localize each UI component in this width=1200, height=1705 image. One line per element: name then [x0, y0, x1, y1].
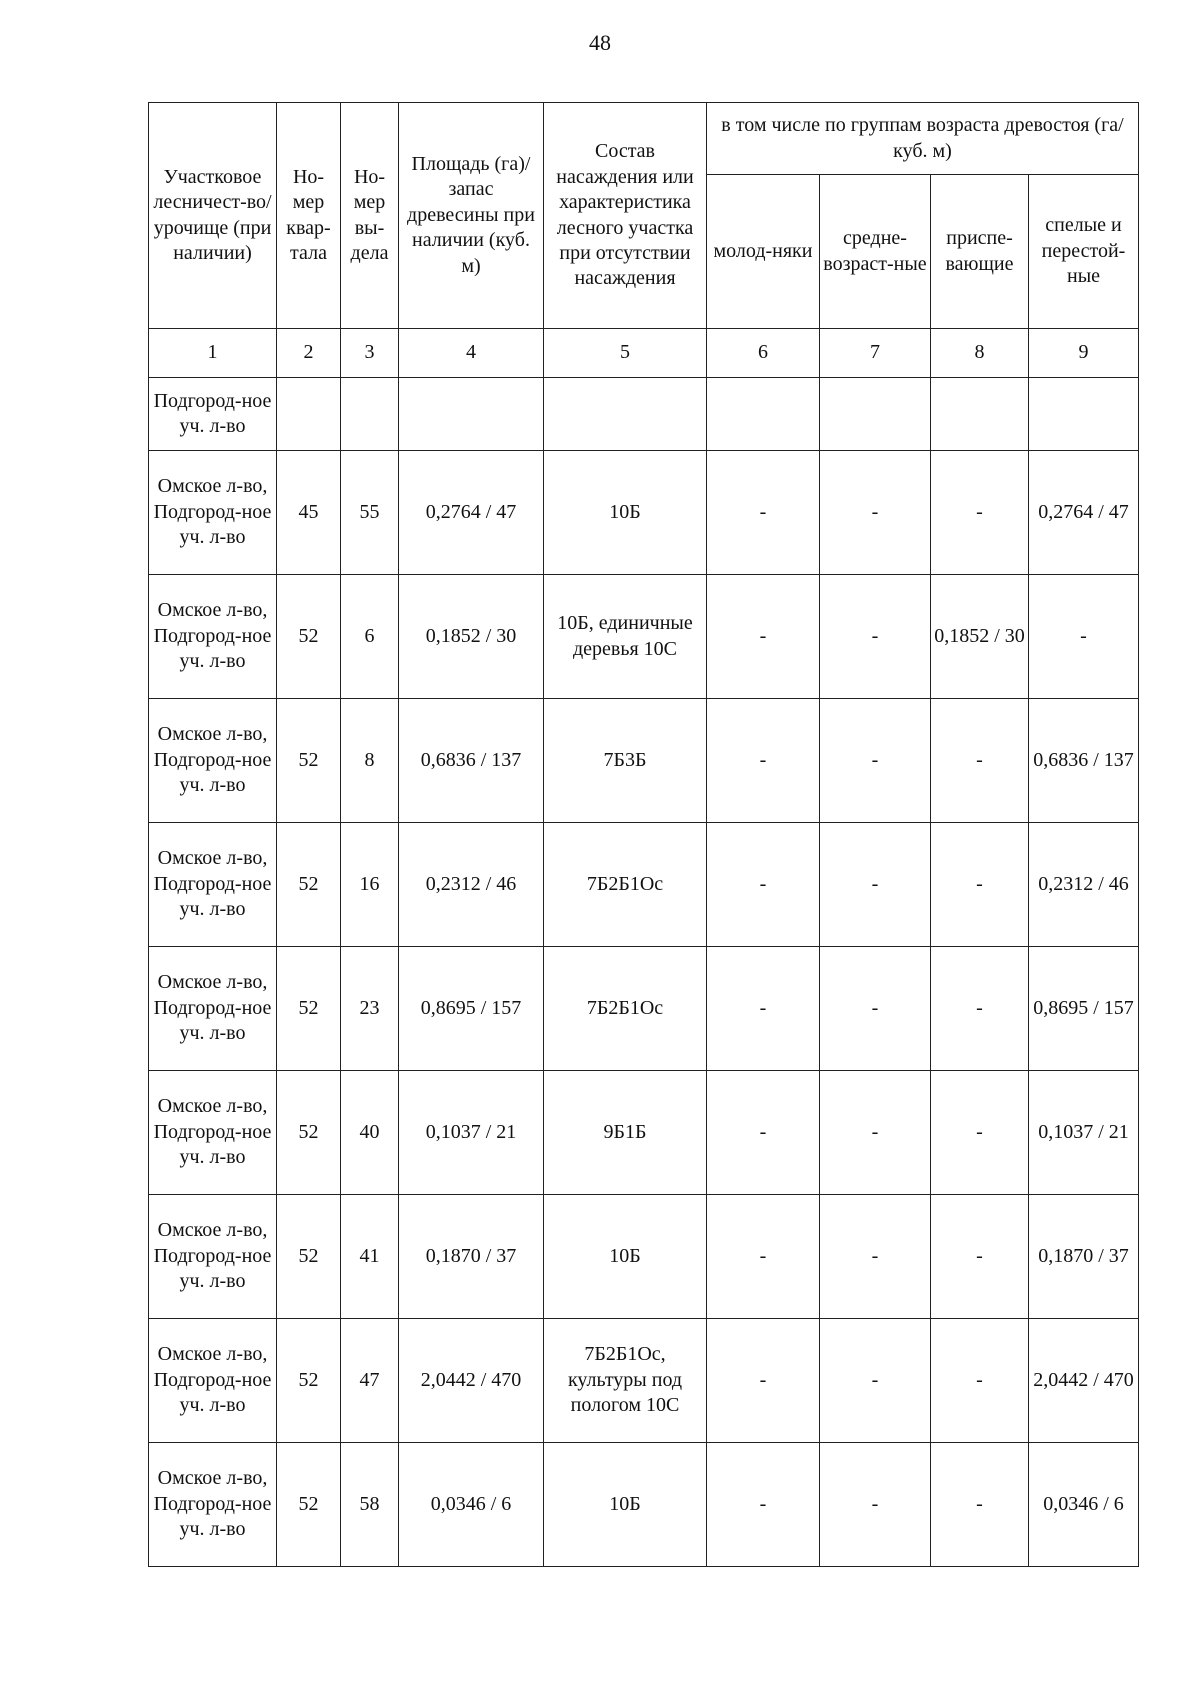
- cell-middle: -: [820, 1071, 931, 1195]
- header-middle-aged: средне-возраст-ные: [820, 175, 931, 329]
- cell-young: -: [707, 823, 820, 947]
- cell-middle: -: [820, 823, 931, 947]
- cell-plot: 16: [341, 823, 399, 947]
- header-ripening: приспе-вающие: [931, 175, 1029, 329]
- column-number: 7: [820, 329, 931, 378]
- page-number: 48: [589, 30, 611, 55]
- cell-forestry: Омское л-во, Подгород-ное уч. л-во: [149, 823, 277, 947]
- cell-area: 0,2764 / 47: [399, 451, 544, 575]
- column-number: 1: [149, 329, 277, 378]
- empty-cell: [544, 378, 707, 451]
- cell-composition: 9Б1Б: [544, 1071, 707, 1195]
- empty-cell: [277, 378, 341, 451]
- forest-plots-table: [148, 102, 1139, 1567]
- cell-middle: -: [820, 1319, 931, 1443]
- cell-forestry: Омское л-во, Подгород-ное уч. л-во: [149, 451, 277, 575]
- table-row: [149, 575, 1139, 699]
- cell-mature: 0,1870 / 37: [1029, 1195, 1139, 1319]
- cell-middle: -: [820, 575, 931, 699]
- header-mature: спелые и перестой-ные: [1029, 175, 1139, 329]
- header-composition: Состав насаждения или характеристика лесного участка при отсутствии насаждения: [544, 103, 707, 329]
- cell-middle: -: [820, 947, 931, 1071]
- cell-middle: -: [820, 1443, 931, 1567]
- section-row: [149, 378, 1139, 451]
- cell-mature: 0,2312 / 46: [1029, 823, 1139, 947]
- cell-forestry: Омское л-во, Подгород-ное уч. л-во: [149, 575, 277, 699]
- column-number: 4: [399, 329, 544, 378]
- cell-area: 0,0346 / 6: [399, 1443, 544, 1567]
- table-row: [149, 1443, 1139, 1567]
- header-plot-number: Но-мер вы-дела: [341, 103, 399, 329]
- cell-mature: 0,1037 / 21: [1029, 1071, 1139, 1195]
- cell-mature: 2,0442 / 470: [1029, 1319, 1139, 1443]
- cell-ripening: 0,1852 / 30: [931, 575, 1029, 699]
- column-number: 2: [277, 329, 341, 378]
- cell-ripening: -: [931, 1071, 1029, 1195]
- cell-ripening: -: [931, 451, 1029, 575]
- header-area-volume: Площадь (га)/запас древесины при наличии (куб. м): [399, 103, 544, 329]
- column-number: 5: [544, 329, 707, 378]
- table-row: [149, 1319, 1139, 1443]
- cell-forestry: Омское л-во, Подгород-ное уч. л-во: [149, 1195, 277, 1319]
- cell-ripening: -: [931, 947, 1029, 1071]
- cell-plot: 55: [341, 451, 399, 575]
- cell-quarter: 52: [277, 1195, 341, 1319]
- cell-composition: 7Б2Б1Ос, культуры под пологом 10С: [544, 1319, 707, 1443]
- cell-plot: 58: [341, 1443, 399, 1567]
- cell-area: 0,2312 / 46: [399, 823, 544, 947]
- cell-ripening: -: [931, 1319, 1029, 1443]
- cell-area: 0,1852 / 30: [399, 575, 544, 699]
- cell-composition: 10Б: [544, 1195, 707, 1319]
- empty-cell: [399, 378, 544, 451]
- cell-forestry: Омское л-во, Подгород-ное уч. л-во: [149, 1319, 277, 1443]
- header-young: молод-няки: [707, 175, 820, 329]
- empty-cell: [820, 378, 931, 451]
- cell-area: 2,0442 / 470: [399, 1319, 544, 1443]
- cell-middle: -: [820, 699, 931, 823]
- cell-composition: 7Б2Б1Ос: [544, 823, 707, 947]
- cell-quarter: 52: [277, 575, 341, 699]
- cell-quarter: 52: [277, 947, 341, 1071]
- table-row: [149, 823, 1139, 947]
- empty-cell: [1029, 378, 1139, 451]
- cell-quarter: 52: [277, 1071, 341, 1195]
- cell-ripening: -: [931, 1195, 1029, 1319]
- table-body: [149, 378, 1139, 1567]
- cell-plot: 23: [341, 947, 399, 1071]
- cell-composition: 7Б3Б: [544, 699, 707, 823]
- cell-composition: 10Б, единичные деревья 10С: [544, 575, 707, 699]
- empty-cell: [707, 378, 820, 451]
- header-forestry: Участковое лесничест-во/урочище (при наличии): [149, 103, 277, 329]
- cell-ripening: -: [931, 823, 1029, 947]
- cell-quarter: 52: [277, 1443, 341, 1567]
- cell-young: -: [707, 1195, 820, 1319]
- cell-plot: 8: [341, 699, 399, 823]
- cell-mature: -: [1029, 575, 1139, 699]
- column-number: 3: [341, 329, 399, 378]
- cell-forestry: Омское л-во, Подгород-ное уч. л-во: [149, 699, 277, 823]
- cell-young: -: [707, 699, 820, 823]
- cell-area: 0,1870 / 37: [399, 1195, 544, 1319]
- cell-quarter: 52: [277, 1319, 341, 1443]
- empty-cell: [341, 378, 399, 451]
- cell-forestry: Омское л-во, Подгород-ное уч. л-во: [149, 1443, 277, 1567]
- section-label: Подгород-ное уч. л-во: [149, 378, 277, 451]
- cell-plot: 47: [341, 1319, 399, 1443]
- header-quarter-number: Но-мер квар-тала: [277, 103, 341, 329]
- cell-middle: -: [820, 451, 931, 575]
- cell-young: -: [707, 1443, 820, 1567]
- cell-composition: 7Б2Б1Ос: [544, 947, 707, 1071]
- column-number: 8: [931, 329, 1029, 378]
- cell-young: -: [707, 1071, 820, 1195]
- cell-area: 0,1037 / 21: [399, 1071, 544, 1195]
- cell-ripening: -: [931, 699, 1029, 823]
- cell-forestry: Омское л-во, Подгород-ное уч. л-во: [149, 1071, 277, 1195]
- table-row: [149, 451, 1139, 575]
- cell-mature: 0,2764 / 47: [1029, 451, 1139, 575]
- column-number-row: [149, 329, 1139, 378]
- cell-plot: 6: [341, 575, 399, 699]
- column-number: 9: [1029, 329, 1139, 378]
- cell-plot: 41: [341, 1195, 399, 1319]
- cell-young: -: [707, 451, 820, 575]
- table-header: [149, 103, 1139, 378]
- cell-young: -: [707, 575, 820, 699]
- cell-quarter: 52: [277, 823, 341, 947]
- cell-composition: 10Б: [544, 451, 707, 575]
- cell-young: -: [707, 947, 820, 1071]
- cell-mature: 0,0346 / 6: [1029, 1443, 1139, 1567]
- table-row: [149, 1071, 1139, 1195]
- cell-composition: 10Б: [544, 1443, 707, 1567]
- table-row: [149, 699, 1139, 823]
- table-row: [149, 1195, 1139, 1319]
- cell-mature: 0,8695 / 157: [1029, 947, 1139, 1071]
- column-number: 6: [707, 329, 820, 378]
- cell-middle: -: [820, 1195, 931, 1319]
- cell-area: 0,6836 / 137: [399, 699, 544, 823]
- table-row: [149, 947, 1139, 1071]
- cell-quarter: 52: [277, 699, 341, 823]
- cell-quarter: 45: [277, 451, 341, 575]
- header-age-groups: в том числе по группам возраста древостоя (га/куб. м): [707, 103, 1139, 175]
- cell-young: -: [707, 1319, 820, 1443]
- cell-plot: 40: [341, 1071, 399, 1195]
- cell-mature: 0,6836 / 137: [1029, 699, 1139, 823]
- cell-area: 0,8695 / 157: [399, 947, 544, 1071]
- cell-ripening: -: [931, 1443, 1029, 1567]
- empty-cell: [931, 378, 1029, 451]
- cell-forestry: Омское л-во, Подгород-ное уч. л-во: [149, 947, 277, 1071]
